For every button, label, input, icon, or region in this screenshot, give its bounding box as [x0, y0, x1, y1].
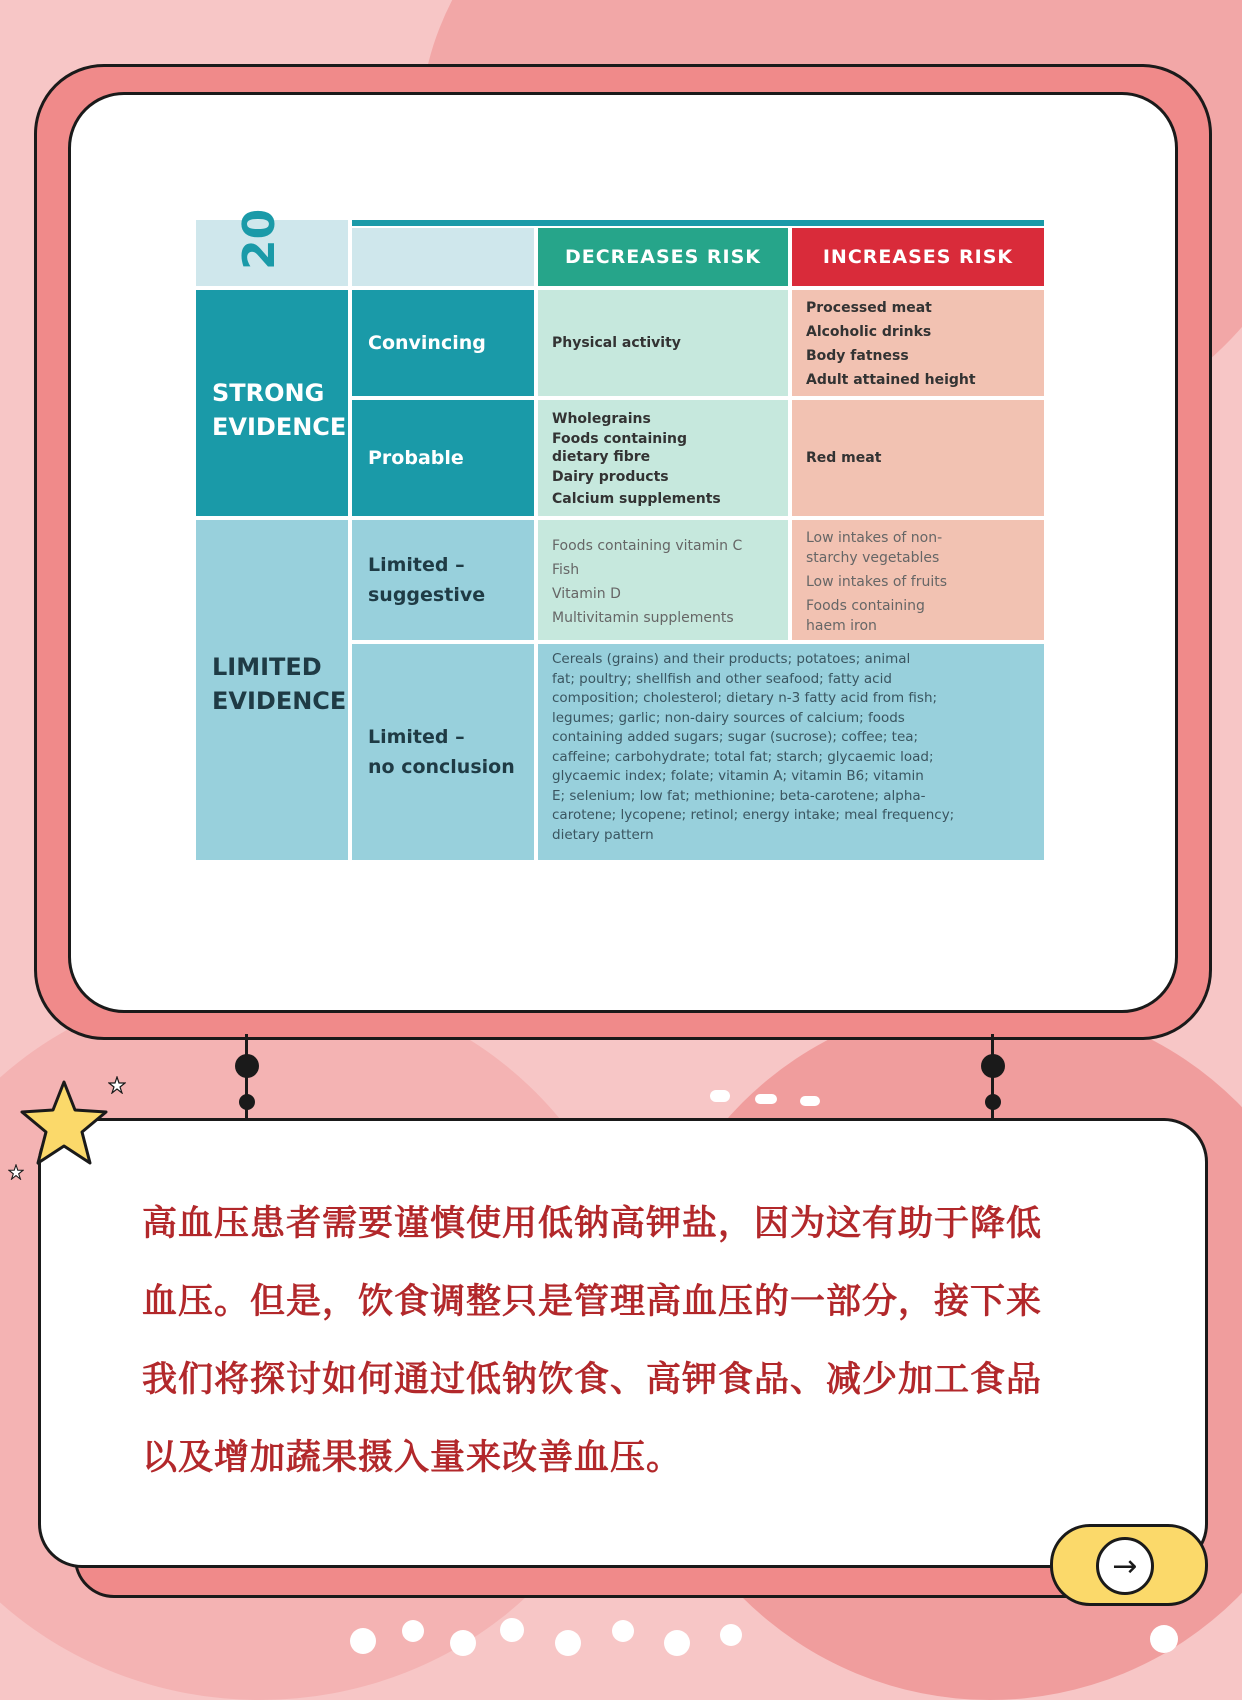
- group-label-line: EVIDENCE: [212, 687, 347, 715]
- table-item: Processed meat: [806, 300, 932, 316]
- increases-limited-suggestive: [792, 520, 1044, 640]
- table-item: Alcoholic drinks: [806, 324, 932, 340]
- decreases-probable: [538, 400, 788, 516]
- decor-dot: [1150, 1625, 1178, 1653]
- header-decreases-risk: DECREASES RISK: [538, 228, 788, 286]
- body-line: 我们将探讨如何通过低钠饮食、高钾食品、减少加工食品: [142, 1360, 1043, 1400]
- level-convincing: Convincing: [352, 290, 534, 396]
- table-item: Wholegrains: [552, 411, 651, 427]
- small-star-icon: [108, 1076, 126, 1094]
- increases-convincing: [792, 290, 1044, 396]
- evidence-table-figure: [196, 208, 1044, 860]
- decreases-limited-suggestive: [538, 520, 788, 640]
- table-item: Cereals (grains) and their products; potatoes; animal: [552, 651, 911, 667]
- body-line: 血压。但是，饮食调整只是管理高血压的一部分，接下来: [142, 1282, 1043, 1322]
- decor-dot: [350, 1628, 376, 1654]
- table-item: Foods containing vitamin C: [552, 538, 743, 554]
- level-limited-no-conclusion: [352, 644, 534, 860]
- table-item: Low intakes of fruits: [806, 574, 947, 590]
- body-line: 高血压患者需要谨慎使用低钠高钾盐，因为这有助于降低: [142, 1204, 1043, 1244]
- decor-dot: [555, 1630, 581, 1656]
- table-item: Dairy products: [552, 469, 669, 485]
- level-label-line: Limited –: [368, 726, 465, 748]
- table-item: dietary fibre: [552, 449, 651, 465]
- table-item: caffeine; carbohydrate; total fat; starch; glycaemic load;: [552, 748, 934, 765]
- decor-dot: [664, 1630, 690, 1656]
- arrow-right-icon[interactable]: →: [1096, 1537, 1154, 1595]
- decor-dot: [720, 1624, 742, 1646]
- table-header-blank: [352, 228, 534, 286]
- group-strong-evidence: [196, 290, 348, 516]
- table-corner: [196, 208, 348, 286]
- table-item: containing added sugars; sugar (sucrose); coffee; tea;: [552, 729, 919, 745]
- decor-dot: [500, 1618, 524, 1642]
- table-item: Low intakes of non-: [806, 530, 943, 546]
- decor-dot: [800, 1096, 820, 1106]
- table-item: starchy vegetables: [806, 550, 940, 566]
- table-item: haem iron: [806, 618, 877, 634]
- connector-knob: [985, 1094, 1001, 1110]
- decor-dot: [402, 1620, 424, 1642]
- table-item: Fish: [552, 562, 580, 578]
- decor-dot: [612, 1620, 634, 1642]
- table-item: Foods containing: [806, 598, 925, 614]
- table-item: Vitamin D: [552, 586, 621, 602]
- group-label-line: STRONG: [212, 379, 325, 407]
- level-label-line: Limited –: [368, 554, 465, 576]
- small-star-icon: [8, 1164, 24, 1180]
- body-paragraph: [142, 1185, 1112, 1497]
- group-limited-evidence: [196, 520, 348, 860]
- group-label-line: EVIDENCE: [212, 413, 347, 441]
- connector-knob: [239, 1094, 255, 1110]
- body-line: 以及增加蔬果摄入量来改善血压。: [142, 1438, 683, 1478]
- table-item: E; selenium; low fat; methionine; beta-carotene; alpha-: [552, 787, 926, 804]
- table-item: Calcium supplements: [552, 491, 721, 507]
- table-item: fat; poultry; shellfish and other seafood; fatty acid: [552, 670, 892, 687]
- decor-dot: [450, 1630, 476, 1656]
- table-top-bar: [352, 220, 1044, 226]
- no-conclusion-list: [538, 644, 1044, 860]
- connector-knob: [981, 1054, 1005, 1078]
- table-item: Multivitamin supplements: [552, 610, 734, 626]
- group-label-line: LIMITED: [212, 653, 322, 681]
- connector-knob: [235, 1054, 259, 1078]
- increases-probable: Red meat: [792, 400, 1044, 516]
- level-label-line: no conclusion: [368, 756, 515, 778]
- decor-dot: [710, 1090, 730, 1102]
- decor-dot: [755, 1094, 777, 1104]
- level-label-line: suggestive: [368, 584, 486, 606]
- star-icon: [18, 1078, 110, 1168]
- table-item: glycaemic index; folate; vitamin A; vitamin B6; vitamin: [552, 768, 924, 784]
- header-increases-risk: INCREASES RISK: [792, 228, 1044, 286]
- table-item: Foods containing: [552, 431, 688, 447]
- table-item: carotene; lycopene; retinol; energy intake; meal frequency;: [552, 807, 955, 823]
- corner-text: 20: [234, 208, 285, 270]
- level-limited-suggestive: [352, 520, 534, 640]
- table-item: composition; cholesterol; dietary n-3 fatty acid from fish;: [552, 690, 938, 706]
- table-item: Adult attained height: [806, 372, 976, 388]
- decreases-convincing: Physical activity: [538, 290, 788, 396]
- table-item: Body fatness: [806, 348, 909, 364]
- table-item: dietary pattern: [552, 826, 654, 843]
- table-item: legumes; garlic; non-dairy sources of calcium; foods: [552, 709, 905, 726]
- level-probable: Probable: [352, 400, 534, 516]
